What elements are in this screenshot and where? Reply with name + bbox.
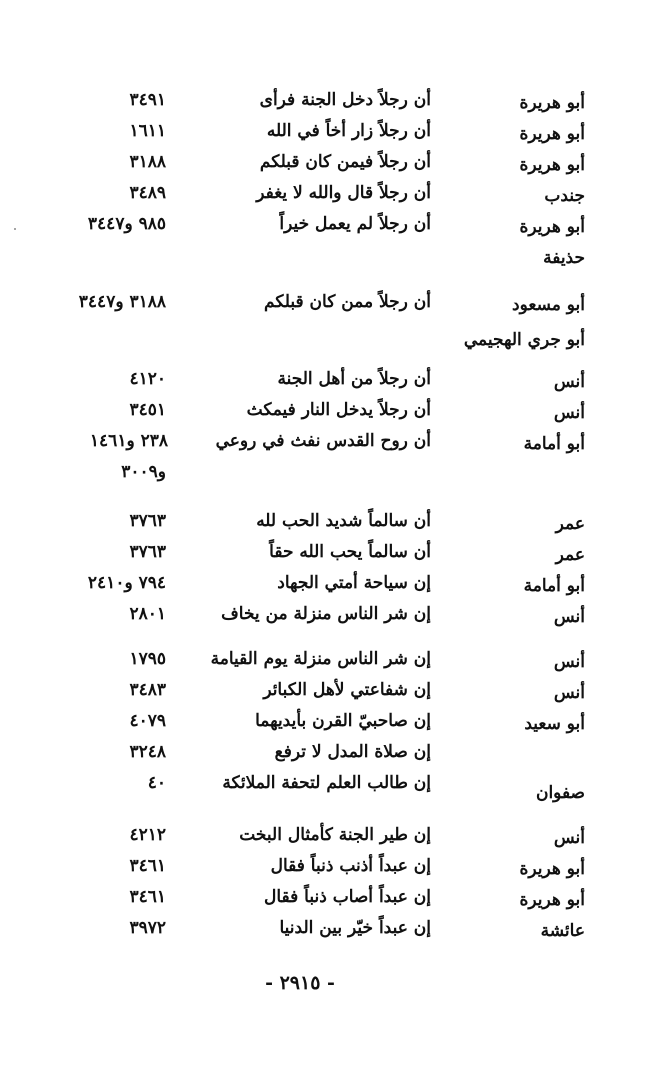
narrator: أبو هريرة: [519, 124, 585, 144]
hadith-text: إن شر الناس منزلة يوم القيامة: [210, 649, 431, 669]
narrator: أبو هريرة: [519, 155, 585, 175]
reference-number: و٣٠٠٩: [121, 462, 166, 482]
hadith-text: إن صاحبيّ القرن بأيديهما: [255, 711, 431, 731]
index-row: [0, 367, 671, 397]
narrator: أبو أمامة: [523, 434, 585, 454]
reference-number: ٤١٢٠: [129, 369, 166, 389]
narrator: عمر: [555, 514, 585, 534]
narrator: أنس: [553, 372, 585, 392]
narrator: أبو جري الهجيمي: [463, 330, 585, 350]
index-row: [0, 429, 671, 459]
narrator: عائشة: [540, 921, 585, 941]
hadith-text: إن طالب العلم لتحفة الملائكة: [222, 773, 431, 793]
index-row: [0, 571, 671, 601]
reference-number: ٣٧٦٣: [129, 542, 166, 562]
hadith-text: أن رجلاً فيمن كان قبلكم: [259, 152, 431, 172]
reference-number: ٣١٨٨ و٣٤٤٧: [78, 292, 166, 312]
narrator: أنس: [553, 652, 585, 672]
index-row: [0, 328, 671, 358]
page-number: - ٢٩١٥ -: [265, 972, 335, 994]
hadith-text: أن روح القدس نفث في روعي: [215, 431, 431, 451]
reference-number: ٤٠: [147, 773, 166, 793]
reference-number: ٣٧٦٣: [129, 511, 166, 531]
index-row: [0, 212, 671, 242]
narrator: أبو هريرة: [519, 217, 585, 237]
hadith-text: أن رجلاً قال والله لا يغفر: [256, 183, 431, 203]
index-row: [0, 246, 671, 276]
reference-number: ٤٠٧٩: [129, 711, 166, 731]
narrator: أنس: [553, 403, 585, 423]
narrator: أنس: [553, 828, 585, 848]
narrator: جندب: [544, 186, 585, 206]
hadith-text: إن عبداً أصاب ذنباً فقال: [263, 887, 431, 907]
hadith-text: أن رجلاً دخل الجنة فرأى: [259, 90, 431, 110]
reference-number: ٣٩٧٢: [129, 918, 166, 938]
narrator: عمر: [555, 545, 585, 565]
reference-number: ٢٨٠١: [129, 604, 166, 624]
hadith-text: أن رجلاً من أهل الجنة: [277, 369, 431, 389]
hadith-text: إن شر الناس منزلة من يخاف: [221, 604, 431, 624]
narrator: أبو هريرة: [519, 93, 585, 113]
narrator: أنس: [553, 683, 585, 703]
hadith-text: إن سياحة أمتي الجهاد: [277, 573, 431, 593]
index-row: [0, 150, 671, 180]
reference-number: ٤٢١٢: [129, 825, 166, 845]
reference-number: ٣٤٦١: [129, 887, 166, 907]
index-row: [0, 460, 671, 490]
index-row: [0, 916, 671, 946]
hadith-text: إن شفاعتي لأهل الكبائر: [263, 680, 431, 700]
hadith-text: أن سالماً شديد الحب لله: [256, 511, 431, 531]
index-row: [0, 181, 671, 211]
reference-number: ٧٩٤ و٢٤١٠: [87, 573, 166, 593]
index-row: [0, 290, 671, 320]
index-row: [0, 854, 671, 884]
hadith-text: أن رجلاً يدخل النار فيمكث: [246, 400, 431, 420]
index-row: [0, 119, 671, 149]
index-row: [0, 88, 671, 118]
hadith-text: أن سالماً يحب الله حقاً: [269, 542, 431, 562]
hadith-text: أن رجلاً ممن كان قبلكم: [264, 292, 431, 312]
index-row: [0, 540, 671, 570]
narrator: أبو مسعود: [512, 295, 585, 315]
narrator: أبو سعيد: [524, 714, 585, 734]
index-row: [0, 398, 671, 428]
index-row: [0, 509, 671, 539]
hadith-text: إن صلاة المدل لا ترفع: [274, 742, 431, 762]
reference-number: ١٦١١: [129, 121, 166, 141]
index-row: [0, 885, 671, 915]
index-row: [0, 771, 671, 801]
reference-number: ٣١٨٨: [129, 152, 166, 172]
narrator: أبو هريرة: [519, 859, 585, 879]
narrator: صفوان: [535, 783, 585, 803]
hadith-text: إن عبداً أذنب ذنباً فقال: [270, 856, 431, 876]
reference-number: ٣٤٩١: [129, 90, 166, 110]
hadith-text: أن رجلاً لم يعمل خيراً: [279, 214, 431, 234]
index-row: [0, 647, 671, 677]
index-row: [0, 602, 671, 632]
index-row: [0, 709, 671, 739]
narrator: أبو أمامة: [523, 576, 585, 596]
index-row: [0, 740, 671, 770]
narrator: حذيفة: [543, 248, 585, 268]
reference-number: ٣٤٦١: [129, 856, 166, 876]
narrator: أنس: [553, 607, 585, 627]
hadith-text: إن عبداً خيّر بين الدنيا: [279, 918, 431, 938]
hadith-text: إن طير الجنة كأمثال البخت: [239, 825, 431, 845]
reference-number: ١٧٩٥: [129, 649, 166, 669]
reference-number: ٩٨٥ و٣٤٤٧: [87, 214, 166, 234]
reference-number: ٣٤٨٣: [129, 680, 166, 700]
reference-number: ٣٤٥١: [129, 400, 166, 420]
index-row: [0, 823, 671, 853]
narrator: أبو هريرة: [519, 890, 585, 910]
reference-number: ٣٢٤٨: [129, 742, 166, 762]
reference-number: ٢٣٨ و١٤٦١: [89, 431, 168, 451]
index-row: [0, 678, 671, 708]
reference-number: ٣٤٨٩: [129, 183, 166, 203]
hadith-text: أن رجلاً زار أخاً في الله: [266, 121, 431, 141]
